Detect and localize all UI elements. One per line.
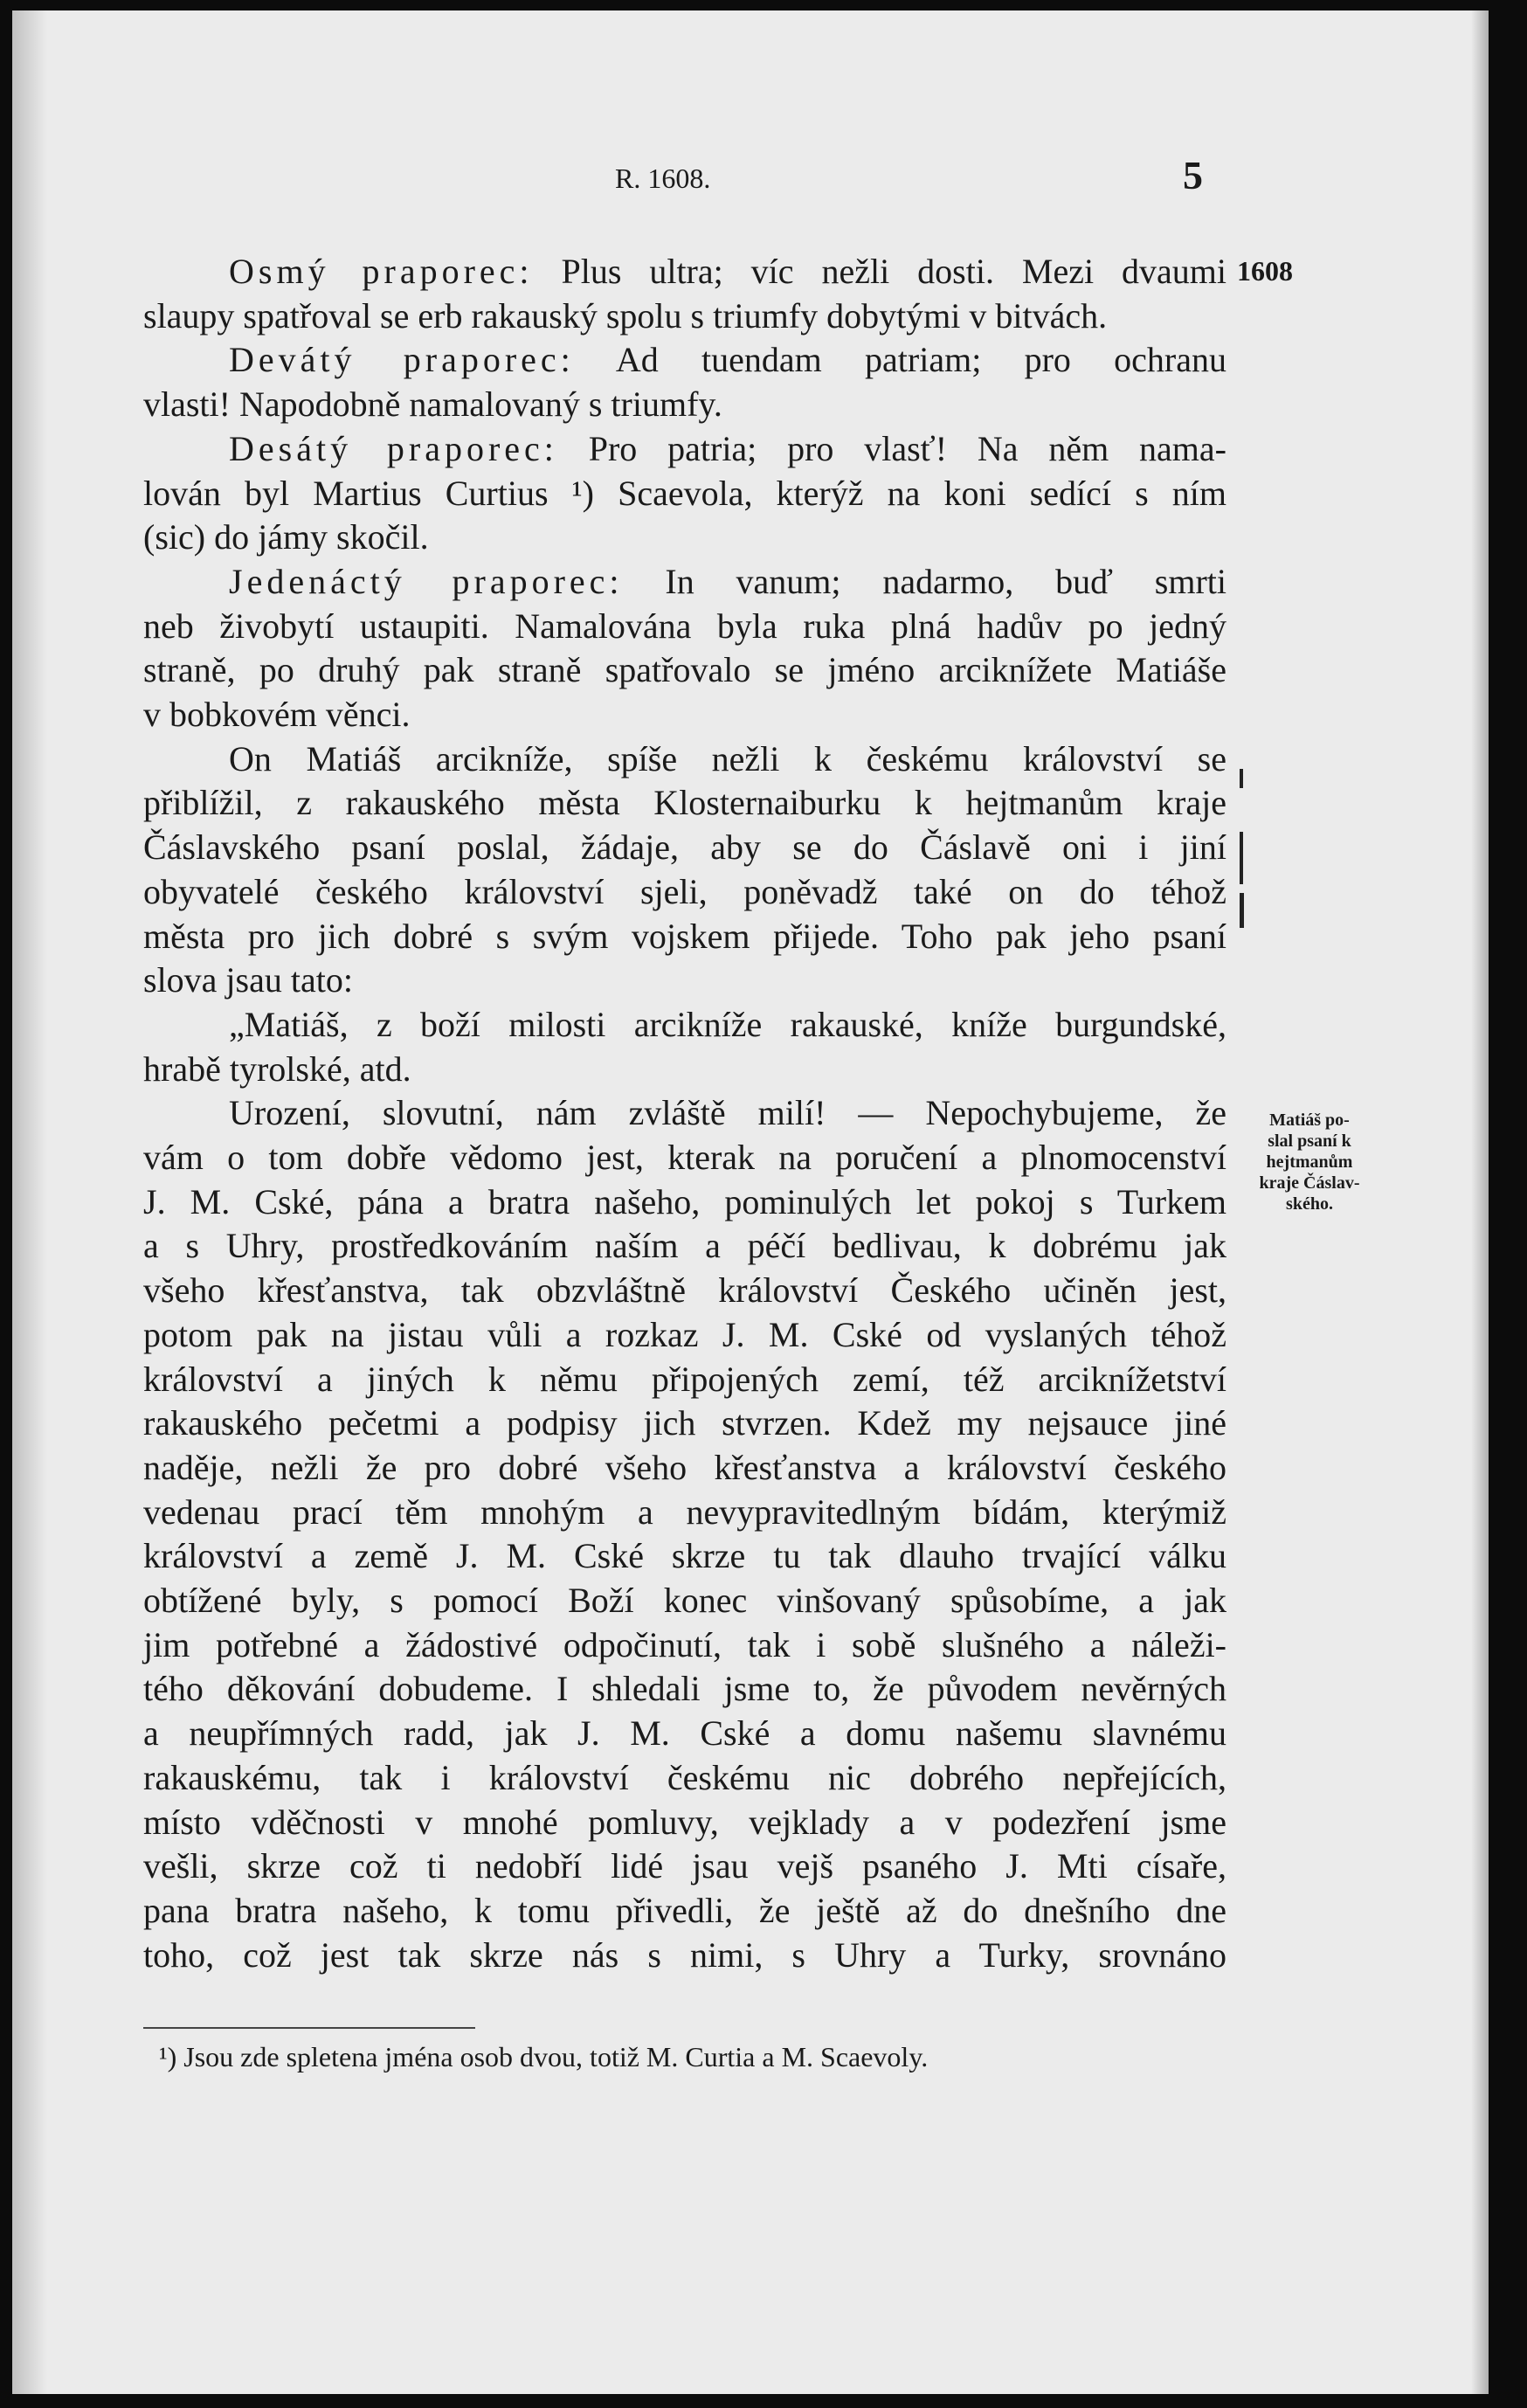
text-line [143, 1579, 1226, 1623]
text-line [143, 1801, 1226, 1844]
text-line [143, 1048, 1226, 1091]
footnote-rule [143, 2027, 475, 2029]
text-line [143, 1358, 1226, 1401]
text-line [143, 1180, 1226, 1224]
text-line [143, 294, 1226, 338]
running-head [12, 142, 1489, 197]
text-line [143, 1712, 1226, 1755]
margin-note [1231, 1110, 1388, 1214]
line-text: tého děkování dobudeme. I shledali jsme to, že původem nevěrných [143, 1669, 1226, 1709]
line-text: obtížené byly, s pomocí Boží konec vinšovaný spůsobíme, a jak [143, 1581, 1226, 1620]
line-text: pana bratra našeho, k tomu přivedli, že ještě až do dnešního dne [143, 1890, 1226, 1930]
text-line [143, 516, 1226, 559]
text-line [143, 1136, 1226, 1180]
line-text: neb živobytí ustaupiti. Namalována byla ruka plná hadův po jedný [143, 605, 1226, 646]
text-line [143, 1401, 1226, 1445]
line-text: rakauskému, tak i království českému nic dobrého nepřejících, [143, 1757, 1226, 1797]
spaced-heading: Jedenáctý praporec: [229, 561, 624, 601]
text-line [143, 1844, 1226, 1888]
line-text: potom pak na jistau vůli a rozkaz J. M. Cské od vyslaných téhož [143, 1314, 1226, 1354]
line-text: On Matiáš arcikníže, spíše nežli k českému království se [229, 738, 1226, 778]
line-text: Ad tuendam patriam; pro ochranu [574, 340, 1226, 380]
text-line [143, 915, 1226, 958]
line-text: vám o tom dobře vědomo jest, kterak na poručení a plnomocenství [143, 1138, 1226, 1177]
text-line [143, 1934, 1226, 1977]
line-text: slaupy spatřoval se erb rakauský spolu s triumfy dobytými v bitvách. [143, 295, 1108, 336]
text-line [143, 826, 1226, 869]
text-line [143, 648, 1226, 692]
text-line [229, 737, 1226, 781]
line-text: všeho křesťanstva, tak obzvláštně království Českého učiněn jest, [143, 1270, 1226, 1311]
line-text: hrabě tyrolské, atd. [143, 1048, 411, 1089]
margin-note-line: hejtmanům [1266, 1152, 1353, 1172]
margin-note-line: slal psaní k [1268, 1131, 1351, 1151]
text-line [143, 1667, 1226, 1711]
line-text: města pro jich dobré s svým vojskem přijede. Toho pak jeho psaní [143, 916, 1226, 956]
text-line [143, 1889, 1226, 1933]
text-line [229, 1003, 1226, 1047]
line-text: slova jsau tato: [143, 960, 353, 1000]
line-text: vlasti! Napodobně namalovaný s triumfy. [143, 384, 722, 425]
line-text: jim potřebné a žádostivé odpočinutí, tak i sobě slušného a náleži- [143, 1624, 1226, 1664]
text-line [143, 1313, 1226, 1357]
running-head-year: R. 1608. [615, 163, 711, 194]
line-text: království a země J. M. Cské skrze tu tak dlauho trvající válku [143, 1536, 1226, 1576]
page-number: 5 [1183, 153, 1203, 197]
line-text: a s Uhry, prostředkováním naším a péčí bedlivau, k dobrému jak [143, 1226, 1226, 1266]
spaced-heading: Osmý praporec: [229, 252, 534, 291]
margin-year: 1608 [1237, 255, 1293, 287]
line-text: v bobkovém věnci. [143, 695, 411, 734]
line-text: J. M. Cské, pána a bratra našeho, pominulých let pokoj s Turkem [143, 1181, 1226, 1221]
text-line [143, 693, 1226, 737]
text-line [143, 605, 1226, 648]
text-line [143, 383, 1226, 426]
text-line [143, 1446, 1226, 1490]
page-text [12, 10, 1489, 2394]
print-mark [1240, 893, 1244, 928]
line-text: obyvatelé českého království sjeli, poněvadž také on do téhož [143, 871, 1226, 911]
line-text: rakauského pečetmi a podpisy jich stvrzen. Kdež my nejsauce jiné [143, 1403, 1226, 1443]
text-line [229, 427, 1226, 471]
text-line [143, 472, 1226, 516]
text-line [143, 1623, 1226, 1667]
footnote: ¹) Jsou zde spletena jména osob dvou, totiž M. Curtia a M. Scaevoly. [159, 2041, 929, 2072]
line-text: místo vděčnosti v mnohé pomluvy, vejklady a v podezření jsme [143, 1802, 1226, 1842]
text-line [229, 1091, 1226, 1135]
print-mark [1240, 832, 1243, 884]
text-line [143, 1269, 1226, 1312]
margin-note-line: Matiáš po- [1269, 1111, 1350, 1130]
line-text: straně, po druhý pak straně spatřovalo se jméno arciknížete Matiáše [143, 650, 1226, 690]
spaced-heading: Desátý praporec: [229, 428, 558, 468]
line-text: přiblížil, z rakauského města Klosternaiburku k hejtmanům kraje [143, 783, 1226, 823]
margin-note-line: ského. [1286, 1194, 1333, 1214]
text-line [143, 958, 1226, 1002]
line-text: Čáslavského psaní poslal, žádaje, aby se do Čáslavě oni i jiní [143, 827, 1226, 868]
print-mark [1240, 769, 1243, 788]
book-page [12, 10, 1489, 2394]
line-text: a neupřímných radd, jak J. M. Cské a domu našemu slavnému [143, 1713, 1226, 1754]
line-text: lován byl Martius Curtius ¹) Scaevola, kterýž na koni sedící s ním [143, 473, 1226, 513]
spaced-heading: Devátý praporec: [229, 340, 575, 380]
line-text: vešli, skrze což ti nedobří lidé jsau vejš psaného J. Mti císaře, [143, 1846, 1226, 1886]
text-line [143, 1534, 1226, 1578]
line-text: toho, což jest tak skrze nás s nimi, s Uhry a Turky, srovnáno [143, 1934, 1226, 1975]
text-line [143, 781, 1226, 825]
text-line [143, 1224, 1226, 1268]
line-text: In vanum; nadarmo, buď smrti [623, 561, 1227, 601]
margin-note-line: kraje Čáslav- [1259, 1173, 1360, 1193]
text-line [229, 338, 1226, 382]
text-line [229, 560, 1226, 604]
text-line [143, 1491, 1226, 1534]
text-line [143, 1756, 1226, 1800]
line-text: naděje, nežli že pro dobré všeho křesťanstva a království českého [143, 1447, 1226, 1487]
text-line [143, 870, 1226, 914]
page-edge-shadow [1471, 10, 1489, 2394]
line-text: Plus ultra; víc nežli dosti. Mezi dvaumi [533, 252, 1226, 291]
line-text: (sic) do jámy skočil. [143, 517, 429, 557]
line-text: vedenau prací těm mnohým a nevypravitedlným bídám, kterýmiž [143, 1491, 1226, 1532]
line-text: „Matiáš, z boží milosti arcikníže rakauské, kníže burgundské, [229, 1004, 1226, 1044]
text-line [229, 250, 1226, 294]
line-text: Urození, slovutní, nám zvláště milí! — Nepochybujeme, že [229, 1093, 1226, 1133]
line-text: království a jiných k němu připojených zemí, též arciknížetství [143, 1359, 1226, 1399]
line-text: Pro patria; pro vlasť! Na něm nama- [557, 428, 1226, 468]
